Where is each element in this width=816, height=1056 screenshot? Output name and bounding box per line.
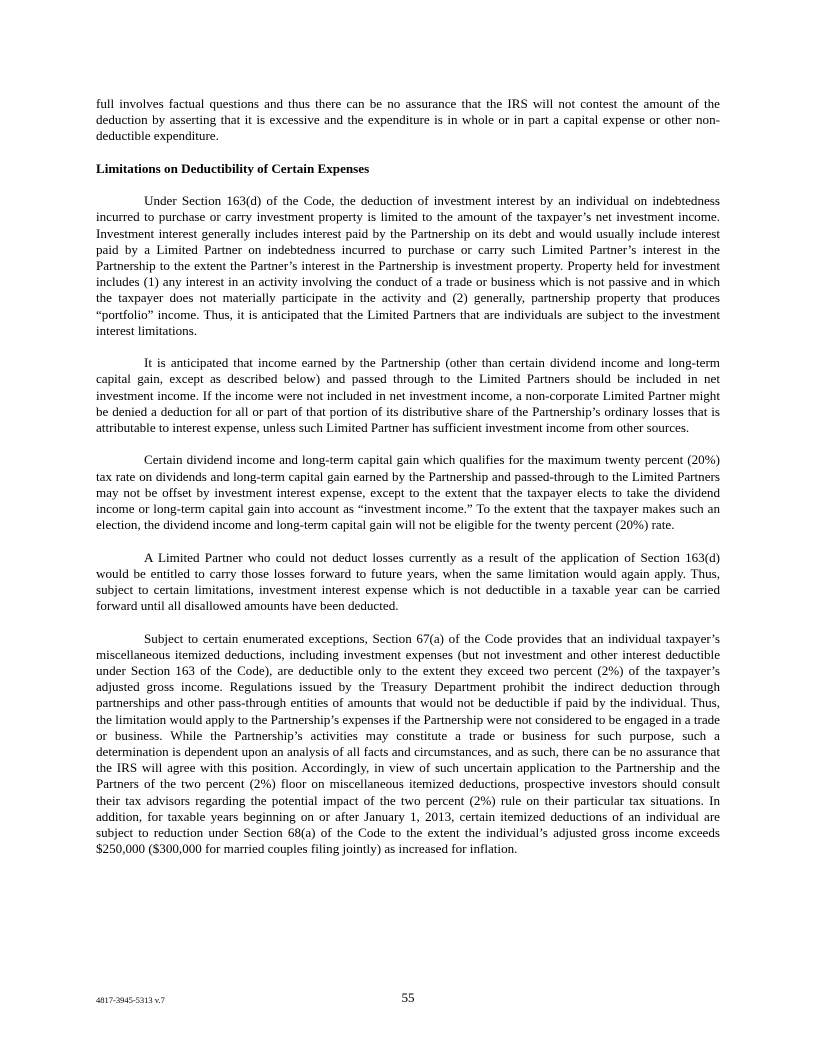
paragraph-continuation: full involves factual questions and thus there can be no assurance that the IRS will not contest the amount of the deduction by asserting that it is excessive and the expenditure is in whole or in part a capital expense or other non-deductible expenditure. xyxy=(96,96,720,144)
paragraph-net-investment-income: It is anticipated that income earned by the Partnership (other than certain dividend income and long-term capital gain, except as described below) and passed through to the Limited Partners should be included in net investment income. If the income were not included in net investment income, a non-corporate Limited Partner might be denied a deduction for all or part of that portion of its distributive share of the Partnership’s ordinary losses that is attributable to interest expense, unless such Limited Partner has sufficient investment income from other sources. xyxy=(96,355,720,436)
paragraph-carry-forward: A Limited Partner who could not deduct losses currently as a result of the application of Section 163(d) would be entitled to carry those losses forward to future years, when the same limitation would again apply. Thus, subject to certain limitations, investment interest expense which is not deductible in a taxable year can be carried forward until all disallowed amounts have been deducted. xyxy=(96,549,720,614)
section-heading: Limitations on Deductibility of Certain Expenses xyxy=(96,160,370,176)
footer-document-id: 4817-3945-5313 v.7 xyxy=(96,995,165,1005)
footer-page-number: 55 xyxy=(401,990,415,1005)
document-page xyxy=(96,96,720,857)
paragraph-section-163d: Under Section 163(d) of the Code, the deduction of investment interest by an individual on indebtedness incurred to purchase or carry investment property is limited to the amount of the taxpayer’s net investment income. Investment interest generally includes interest paid by the Partnership on its debt and would usually include interest paid by a Limited Partner on indebtedness incurred to purchase or carry such Limited Partner’s interest in the Partnership to the extent the Partner’s interest in the Partnership is investment property. Property held for investment includes (1) any interest in an activity involving the conduct of a trade or business which is not passive and in which the taxpayer does not materially participate in the activity and (2) generally, partnership property that produces “portfolio” income. Thus, it is anticipated that the Limited Partners that are individuals are subject to the investment interest limitations. xyxy=(96,193,720,338)
paragraph-section-67a: Subject to certain enumerated exceptions, Section 67(a) of the Code provides that an individual taxpayer’s miscellaneous itemized deductions, including investment expenses (but not investment and other interest deductible under Section 163 of the Code), are deductible only to the extent they exceed two percent (2%) of the taxpayer’s adjusted gross income. Regulations issued by the Treasury Department prohibit the indirect deduction through partnerships and other pass-through entities of amounts that would not be deductible if paid by the individual. Thus, the limitation would apply to the Partnership’s expenses if the Partnership were not considered to be engaged in a trade or business. While the Partnership’s activities may constitute a trade or business for such purpose, such a determination is dependent upon an analysis of all facts and circumstances, and as such, there can be no assurance that the IRS will agree with this position. Accordingly, in view of such uncertain application to the Partnership and the Partners of the two percent (2%) floor on miscellaneous itemized deductions, prospective investors should consult their tax advisors regarding the potential impact of the two percent (2%) rule on their particular tax situations. In addition, for taxable years beginning on or after January 1, 2013, certain itemized deductions of an individual are subject to reduction under Section 68(a) of the Code to the extent the individual’s adjusted gross income exceeds $250,000 ($300,000 for married couples filing jointly) as increased for inflation. xyxy=(96,630,720,857)
paragraph-dividend-income: Certain dividend income and long-term capital gain which qualifies for the maximum twenty percent (20%) tax rate on dividends and long-term capital gain earned by the Partnership and passed-through to the Limited Partners may not be offset by investment interest expense, except to the extent that the taxpayer elects to take the dividend income or long-term capital gain into account as “investment income.” To the extent that the taxpayer makes such an election, the dividend income and long-term capital gain will not be eligible for the twenty percent (20%) rate. xyxy=(96,452,720,533)
